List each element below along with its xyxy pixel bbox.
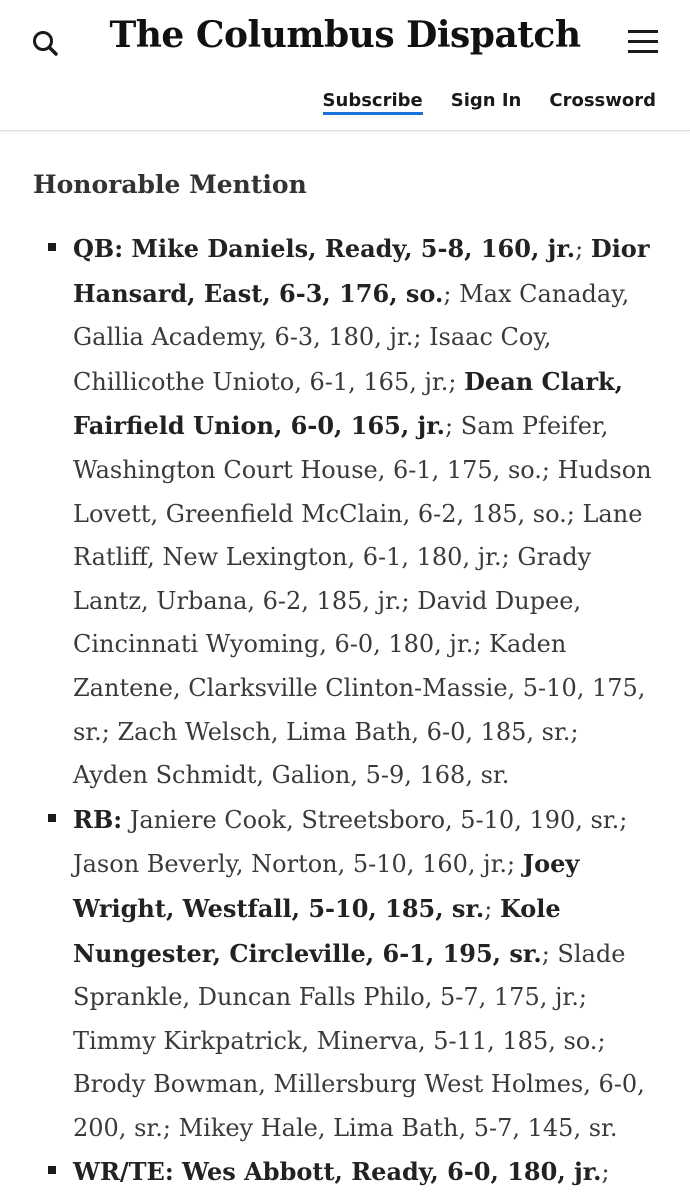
sign-in-link[interactable]: Sign In bbox=[450, 90, 522, 111]
header-nav bbox=[323, 90, 656, 115]
crossword-link[interactable]: Crossword bbox=[549, 90, 656, 111]
list-item-qb bbox=[33, 227, 653, 798]
section-heading: Honorable Mention bbox=[33, 170, 307, 199]
entry-text: ; bbox=[575, 235, 591, 263]
site-logo bbox=[0, 14, 690, 56]
entry-text: ; bbox=[484, 894, 500, 923]
entry-text: Janiere Cook, Streetsboro, 5-10, 190, sr.; Jason Beverly, Norton, 5-10, 160, jr.; bbox=[73, 805, 628, 879]
article-body bbox=[33, 170, 653, 1195]
entry-text: ; Slade Sprankle, Duncan Falls Philo, 5-7, 175, jr.; Timmy Kirkpatrick, Minerva, 5-11, 185, so.; Brody Bowman, Millersburg West Holmes, 6-0, 200, sr.; Mikey Hale, Lima Bath, 5-7, 145, sr. bbox=[73, 939, 645, 1142]
entry-bold: Dean Clark, Fairfield Union, 6-0, 165, jr. bbox=[73, 366, 623, 441]
entry-text: ; Max Canaday, Gallia Academy, 6-3, 180, jr.; Isaac Coy, Chillicothe Unioto, 6-1, 165, jr.; bbox=[73, 279, 630, 396]
site-header bbox=[0, 0, 690, 131]
entry-bold: RB: bbox=[73, 804, 123, 834]
entry-bold: WR/TE: Wes Abbott, Ready, 6-0, 180, jr. bbox=[73, 1157, 602, 1187]
entry-bold: Joey Wright, Westfall, 5-10, 185, sr. bbox=[73, 849, 580, 923]
logo-text[interactable]: The Columbus Dispatch bbox=[109, 14, 581, 56]
list-item-wr-te bbox=[33, 1150, 653, 1195]
entry-bold: Kole Nungester, Circleville, 6-1, 195, sr. bbox=[73, 893, 561, 968]
search-icon bbox=[30, 28, 62, 60]
menu-button[interactable] bbox=[626, 28, 660, 56]
entry-bold: Dior Hansard, East, 6-3, 176, so. bbox=[73, 234, 650, 308]
subscribe-link[interactable]: Subscribe bbox=[323, 90, 423, 115]
list-item-rb bbox=[33, 798, 653, 1151]
entry-text: ; bbox=[601, 1158, 610, 1187]
entry-bold: QB: Mike Daniels, Ready, 5-8, 160, jr. bbox=[73, 234, 576, 263]
honorable-mention-list bbox=[33, 227, 653, 1195]
search-button[interactable] bbox=[30, 28, 62, 60]
entry-text: ; Sam Pfeifer, Washington Court House, 6-1, 175, so.; Hudson Lovett, Greenfield McClain, 6-2, 185, so.; Lane Ratliff, New Lexington, 6-1, 180, jr.; Grady Lantz, Urbana, 6-2, 185, jr.; David Dupee, Cincinnati Wyoming, 6-0, 180, jr.; Kaden Zantene, Clarksville Clinton-Massie, 5-10, 175, sr.; Zach Welsch, Lima Bath, 6-0, 185, sr.; Ayden Schmidt, Galion, 5-9, 168, sr. bbox=[73, 412, 652, 790]
